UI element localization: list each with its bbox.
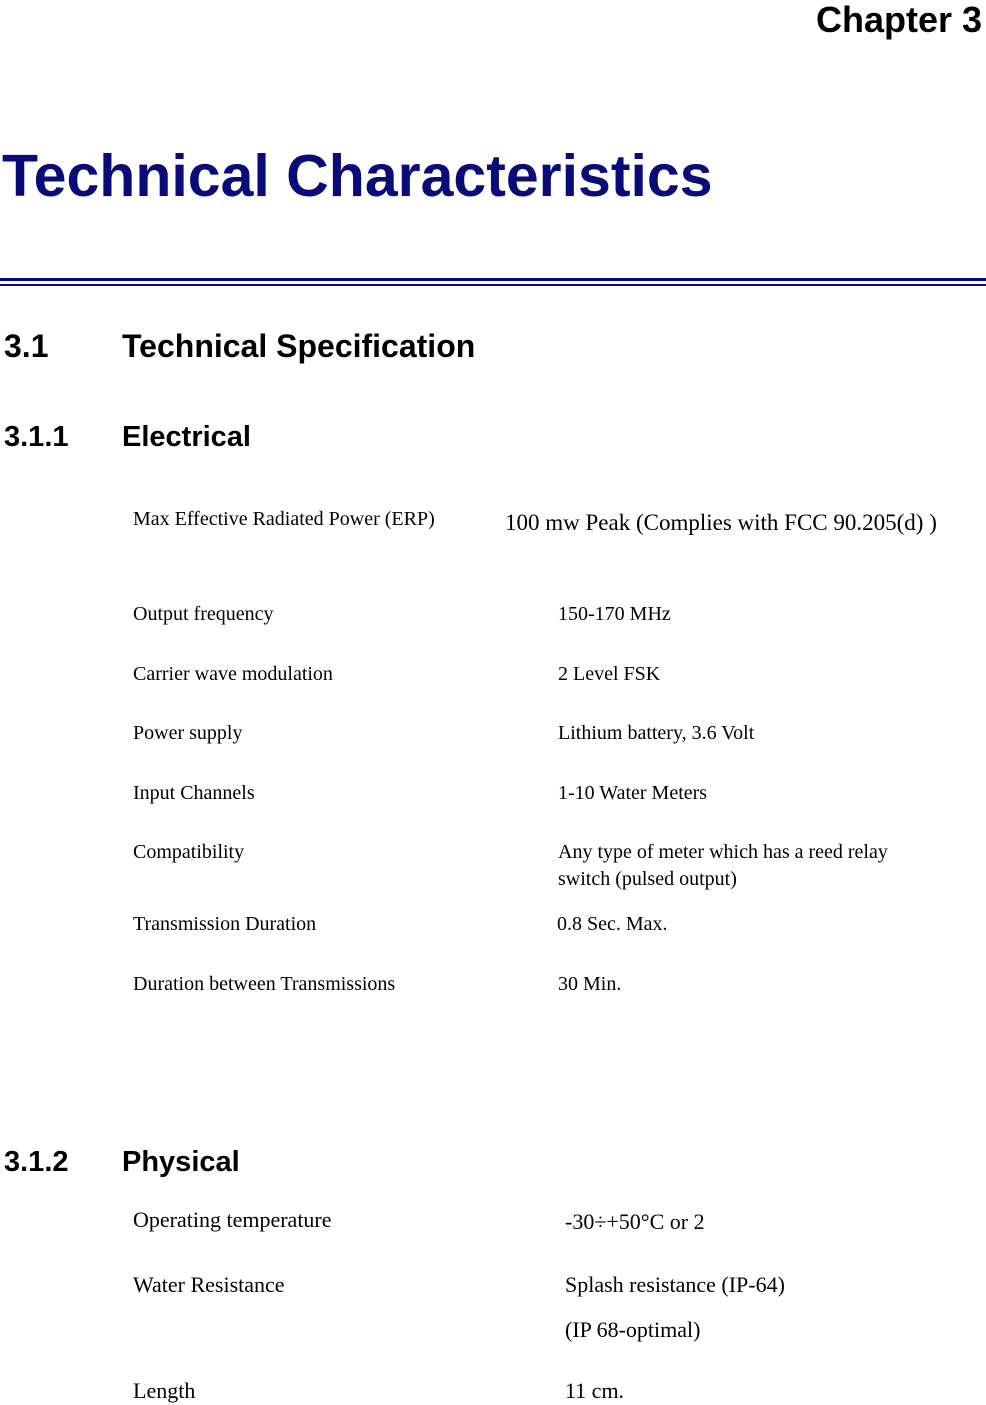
spec-value-water-resistance-line2: (IP 68-optimal)	[565, 1317, 701, 1342]
chapter-label: Chapter 3	[815, 0, 982, 40]
physical-section-number: 3.1.2	[4, 1146, 69, 1178]
spec-value-duration-between: 30 Min.	[558, 973, 622, 995]
spec-value-water-resistance-line1: Splash resistance (IP-64)	[565, 1272, 785, 1297]
section-number: 3.1	[4, 328, 49, 364]
spec-value-transmission-duration: 0.8 Sec. Max.	[557, 913, 668, 935]
title-divider	[0, 278, 986, 286]
spec-label-water-resistance: Water Resistance	[133, 1272, 285, 1297]
spec-value-power-supply: Lithium battery, 3.6 Volt	[558, 722, 755, 744]
spec-label-output-frequency: Output frequency	[133, 603, 274, 625]
spec-label-modulation: Carrier wave modulation	[133, 663, 333, 685]
electrical-section-number: 3.1.1	[4, 421, 69, 453]
spec-label-duration-between: Duration between Transmissions	[133, 973, 396, 995]
spec-label-operating-temperature: Operating temperature	[133, 1207, 332, 1232]
spec-label-input-channels: Input Channels	[133, 782, 255, 804]
spec-value-compatibility-line1: Any type of meter which has a reed relay	[558, 841, 888, 863]
spec-value-modulation: 2 Level FSK	[558, 663, 661, 685]
spec-value-compatibility-line2: switch (pulsed output)	[558, 868, 737, 890]
spec-label-erp: Max Effective Radiated Power (ERP)	[133, 508, 435, 530]
spec-value-output-frequency: 150-170 MHz	[558, 603, 671, 625]
spec-value-erp: 100 mw Peak (Complies with FCC 90.205(d) )	[505, 510, 937, 535]
physical-section-title: Physical	[122, 1146, 240, 1178]
spec-label-compatibility: Compatibility	[133, 841, 245, 863]
spec-value-operating-temperature: -30÷+50°C or 2	[565, 1209, 705, 1234]
spec-label-length: Length	[133, 1378, 196, 1403]
spec-value-length: 11 cm.	[565, 1378, 625, 1403]
spec-label-power-supply: Power supply	[133, 722, 243, 744]
spec-label-transmission-duration: Transmission Duration	[133, 913, 317, 935]
document-title: Technical Characteristics	[2, 143, 713, 209]
spec-value-input-channels: 1-10 Water Meters	[558, 782, 708, 804]
electrical-section-title: Electrical	[122, 421, 251, 453]
section-title: Technical Specification	[122, 328, 476, 364]
